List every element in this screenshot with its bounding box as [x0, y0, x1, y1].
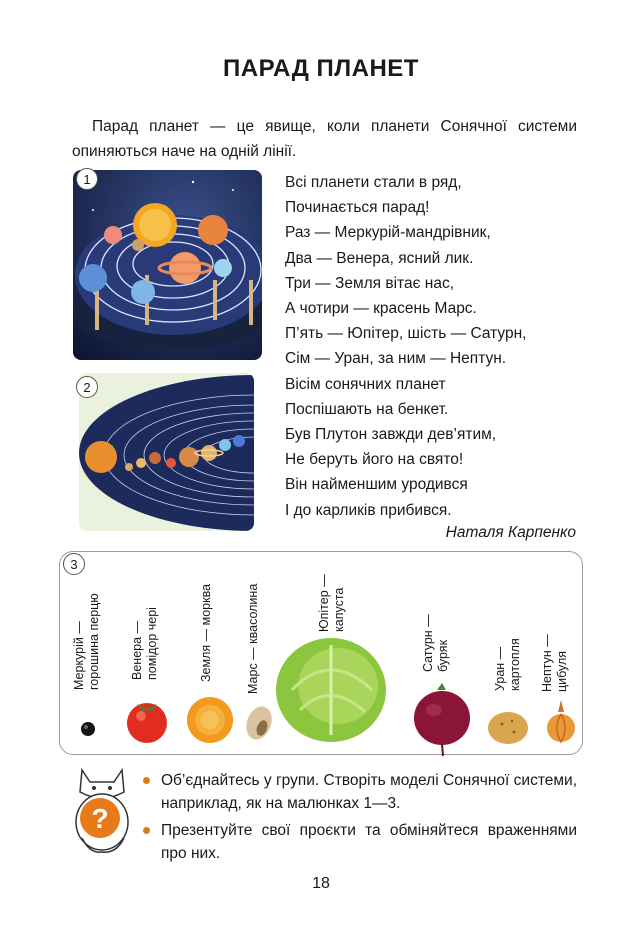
task-item: Об’єднайтесь у групи. Створіть моделі Сонячної системи, наприклад, як на малюнках 1—3. — [143, 769, 577, 815]
poem-line: Три — Земля вітає нас, — [285, 274, 455, 292]
task-list — [143, 769, 577, 869]
poem-line: П’ять — Юпітер, шість — Сатурн, — [285, 325, 527, 343]
intro-paragraph: Парад планет — це явище, коли планети Сонячної системи опиняються наче на одній лінії. — [72, 118, 577, 160]
orbits-illustration — [79, 373, 254, 531]
page-title: ПАРАД ПЛАНЕТ — [223, 55, 419, 82]
poem-author: Наталя Карпенко — [445, 524, 576, 541]
page-number: 18 — [312, 875, 330, 892]
poem-line: Раз — Меркурій-мандрівник, — [285, 224, 491, 242]
poem-line: А чотири — красень Марс. — [285, 300, 477, 318]
solar-model-illustration — [73, 170, 262, 360]
poem-line: І до карликів прибився. — [285, 501, 452, 519]
label-saturn: Сатурн — буряк — [421, 614, 450, 672]
poem-line: Вісім сонячних планет — [285, 375, 446, 393]
poem-line: Не беруть його на свято! — [285, 451, 464, 469]
label-uranus: Уран — картопля — [493, 638, 522, 691]
label-earth: Земля — морква — [199, 583, 213, 682]
figure-2-number: 2 — [76, 376, 98, 398]
bullet-icon — [143, 777, 150, 784]
bullet-icon — [143, 827, 150, 834]
label-jupiter: Юпітер — капуста — [317, 574, 346, 632]
svg-text:?: ? — [91, 803, 109, 834]
figure-1-solar-model — [73, 170, 262, 360]
poem-line: Він найменшим уродився — [285, 476, 468, 494]
poem-line: Два — Венера, ясний лик. — [285, 249, 474, 267]
label-venus: Венера — помідор чері — [130, 607, 159, 680]
label-mars: Марс — квасолина — [246, 583, 260, 694]
poem-line: Всі планети стали в ряд, — [285, 174, 462, 191]
figure-2-orbits — [79, 373, 254, 531]
poem — [285, 170, 526, 523]
figure-3-number: 3 — [63, 553, 85, 575]
question-cat-icon — [66, 760, 138, 860]
poem-line: Починається парад! — [285, 199, 430, 217]
label-neptune: Нептун — цибуля — [540, 634, 569, 692]
poem-line: Сім — Уран, за ним — Нептун. — [285, 350, 507, 368]
poem-line: Був Плутон завжди дев’ятим, — [285, 426, 497, 444]
figure-1-number: 1 — [76, 168, 98, 190]
task-item: Презентуйте свої проєкти та обміняйтеся враженнями про них. — [143, 819, 577, 865]
poem-line: Поспішають на бенкет. — [285, 400, 449, 418]
label-mercury: Меркурій — горошина перцю — [72, 593, 101, 690]
